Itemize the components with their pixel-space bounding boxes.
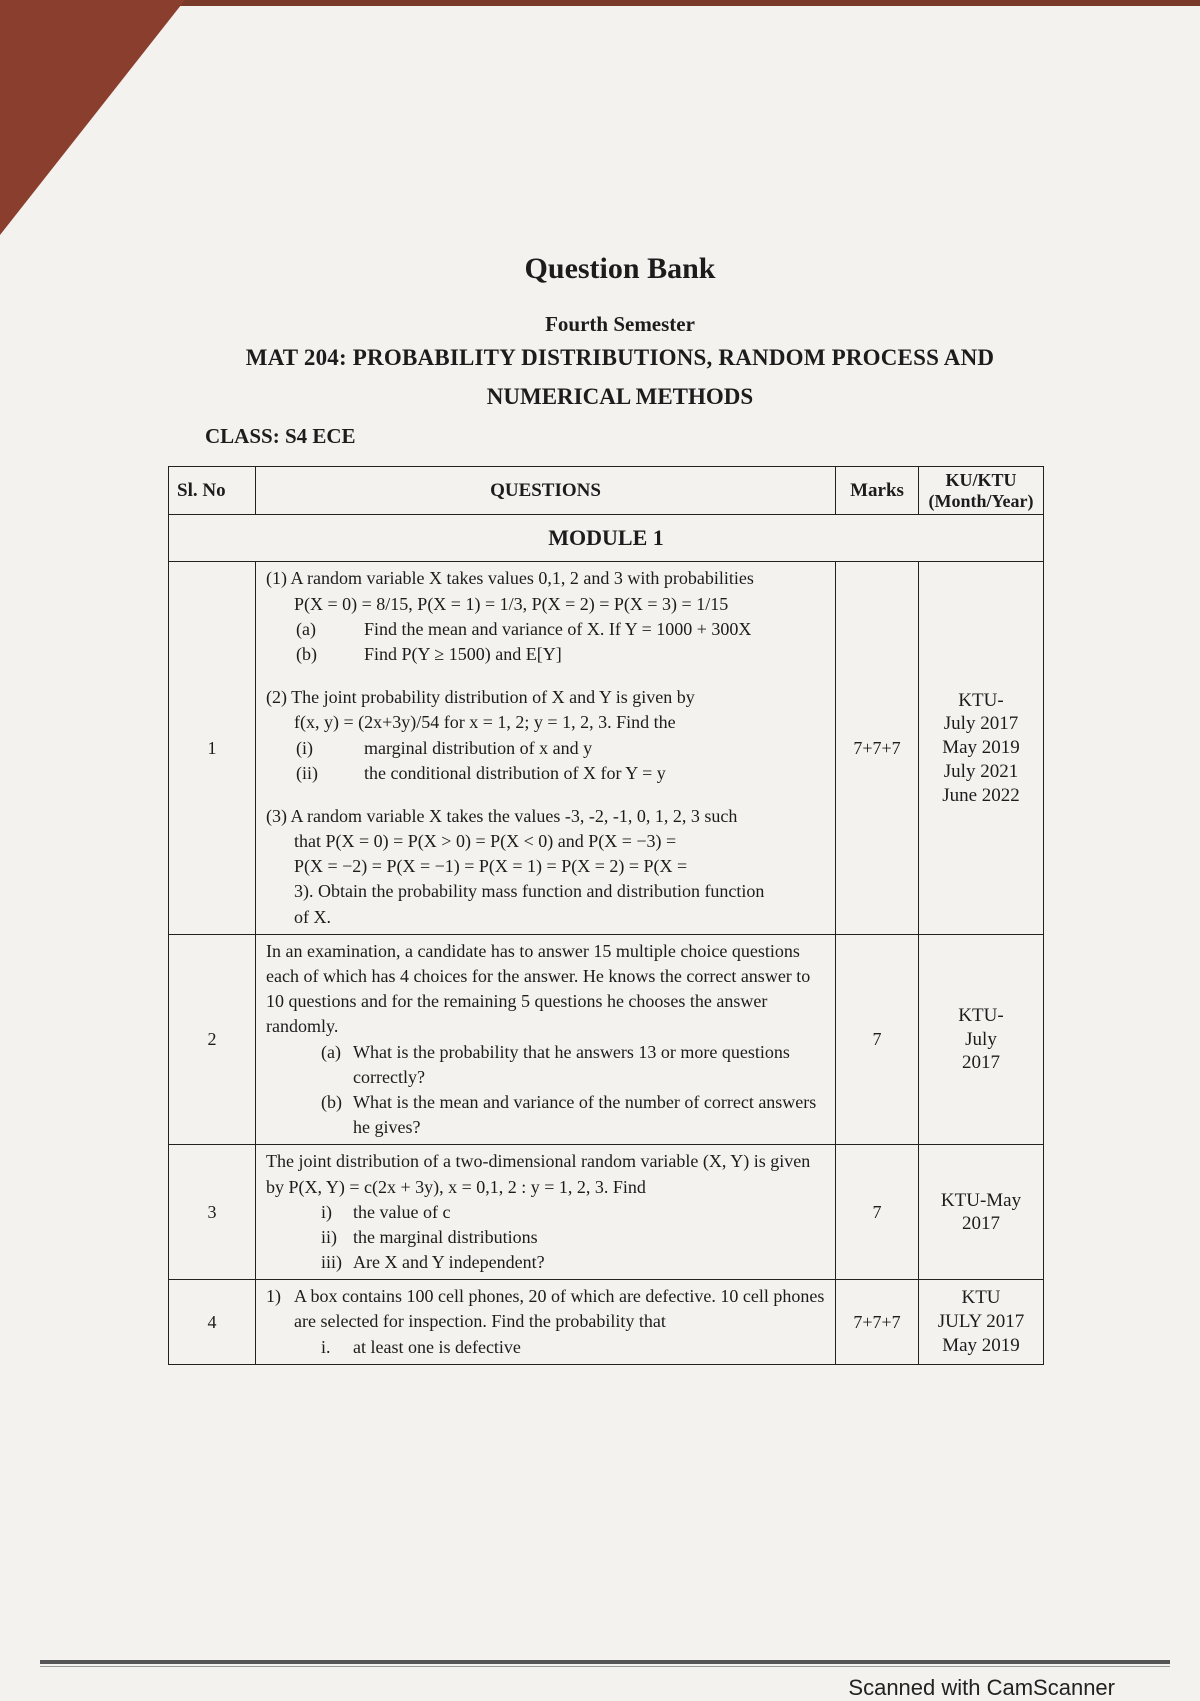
part-text: Are X and Y independent? — [353, 1252, 545, 1273]
row-marks: 7+7+7 — [836, 1280, 919, 1365]
footer-rule-thin — [40, 1666, 1170, 1667]
ktu-line: KTU- — [958, 1004, 1004, 1026]
question-part — [266, 642, 827, 667]
question-text: (3) A random variable X takes the values -3, -2, -1, 0, 1, 2, 3 such — [266, 805, 738, 826]
question-text: that P(X = 0) = P(X > 0) = P(X < 0) and P(X = −3) = — [294, 831, 677, 852]
ktu-line: May 2019 — [942, 1334, 1020, 1356]
question-part — [266, 1090, 827, 1140]
part-label: ii) — [321, 1226, 337, 1247]
row-sl: 2 — [169, 934, 256, 1145]
part-label: (i) — [296, 737, 313, 758]
row-ktu — [919, 1280, 1044, 1365]
table-row — [169, 562, 1044, 934]
table-header-row — [169, 467, 1044, 515]
part-text: the marginal distributions — [353, 1226, 538, 1247]
ktu-line: June 2022 — [942, 784, 1020, 806]
course-title-line1: MAT 204: PROBABILITY DISTRIBUTIONS, RANDOM PROCESS AND — [245, 345, 995, 370]
class-label: CLASS: S4 ECE — [205, 424, 356, 448]
part-label: (a) — [321, 1041, 341, 1062]
question-text: The joint distribution of a two-dimensional random variable (X, Y) is given by P(X, Y) = c(2x + 3y), x = 0,1, 2 : y = 1, 2, 3. Find — [266, 1151, 811, 1197]
question-part — [266, 1200, 827, 1225]
row-question — [256, 1145, 836, 1280]
question-text: P(X = 0) = 8/15, P(X = 1) = 1/3, P(X = 2) = P(X = 3) = 1/15 — [294, 593, 729, 614]
row-ktu — [919, 1145, 1044, 1280]
part-label: (ii) — [296, 762, 318, 783]
header-marks: Marks — [836, 467, 919, 515]
question-text: f(x, y) = (2x+3y)/54 for x = 1, 2; y = 1, 2, 3. Find the — [294, 712, 676, 733]
question-text: (1) A random variable X takes values 0,1, 2 and 3 with probabilities — [266, 568, 754, 589]
ktu-line: KTU — [961, 1287, 1001, 1309]
question-text: P(X = −2) = P(X = −1) = P(X = 1) = P(X = 2) = P(X = — [294, 856, 688, 877]
semester-label: Fourth Semester — [545, 312, 695, 336]
part-text: What is the probability that he answers 13 or more questions correctly? — [353, 1041, 790, 1087]
ktu-line: JULY 2017 — [937, 1311, 1025, 1333]
ktu-line: May 2019 — [942, 737, 1020, 759]
row-sl: 3 — [169, 1145, 256, 1280]
part-label: i. — [321, 1336, 331, 1357]
module-row — [169, 515, 1044, 562]
question-part — [266, 761, 827, 786]
part-label: i) — [321, 1201, 332, 1222]
part-text: the conditional distribution of X for Y = y — [364, 762, 666, 783]
part-text: A box contains 100 cell phones, 20 of which are defective. 10 cell phones are selected for inspection. Find the probability that — [294, 1286, 825, 1332]
part-label: (a) — [296, 618, 316, 639]
document-title: Question Bank — [524, 252, 716, 285]
row-sl: 4 — [169, 1280, 256, 1365]
question-part — [266, 1225, 827, 1250]
part-text: the value of c — [353, 1201, 451, 1222]
row-question — [256, 1280, 836, 1365]
row-question — [256, 562, 836, 934]
scanner-watermark: Scanned with CamScanner — [848, 1675, 1115, 1700]
module-heading: MODULE 1 — [169, 515, 1044, 562]
header-ktu: KU/KTU (Month/Year) — [919, 467, 1044, 515]
part-text: Find P(Y ≥ 1500) and E[Y] — [364, 643, 562, 664]
question-text: In an examination, a candidate has to answer 15 multiple choice questions each of which has 4 choices for the answer. He knows the correct answer to 10 questions and for the remaining 5 questions he chooses the answer randomly. — [266, 940, 811, 1037]
question-part — [266, 1335, 827, 1360]
question-part — [266, 736, 827, 761]
ktu-line: July 2021 — [943, 760, 1019, 782]
part-label: 1) — [266, 1286, 281, 1307]
part-label: (b) — [321, 1091, 342, 1112]
table-row — [169, 1145, 1044, 1280]
row-sl: 1 — [169, 562, 256, 934]
question-part — [266, 1250, 827, 1275]
row-question — [256, 934, 836, 1145]
question-part — [266, 617, 827, 642]
row-ktu — [919, 562, 1044, 934]
question-table — [168, 466, 1044, 1365]
footer-rule — [40, 1660, 1170, 1664]
question-part — [266, 1284, 827, 1334]
course-title-line2: NUMERICAL METHODS — [486, 384, 754, 409]
table-row — [169, 1280, 1044, 1365]
ktu-line: 2017 — [962, 1052, 1000, 1074]
question-text: 3). Obtain the probability mass function and distribution function — [294, 881, 765, 902]
question-text: (2) The joint probability distribution of X and Y is given by — [266, 687, 695, 708]
question-text: of X. — [294, 906, 331, 927]
row-ktu — [919, 934, 1044, 1145]
header-questions: QUESTIONS — [256, 467, 836, 515]
row-marks: 7 — [836, 934, 919, 1145]
row-marks: 7 — [836, 1145, 919, 1280]
part-text: marginal distribution of x and y — [364, 737, 593, 758]
part-text: at least one is defective — [353, 1336, 521, 1357]
ktu-line: KTU- — [958, 689, 1004, 711]
row-marks: 7+7+7 — [836, 562, 919, 934]
part-text: Find the mean and variance of X. If Y = 1000 + 300X — [364, 618, 752, 639]
header-sl-no: Sl. No — [169, 467, 256, 515]
ktu-line: KTU-May — [940, 1189, 1022, 1211]
folded-corner — [0, 0, 185, 235]
part-label: iii) — [321, 1252, 342, 1273]
ktu-line: July — [965, 1028, 997, 1050]
question-part — [266, 1040, 827, 1090]
ktu-line: July 2017 — [943, 713, 1019, 735]
part-text: What is the mean and variance of the number of correct answers he gives? — [353, 1091, 817, 1138]
part-label: (b) — [296, 643, 317, 664]
ktu-line: 2017 — [962, 1213, 1000, 1235]
table-row — [169, 934, 1044, 1145]
